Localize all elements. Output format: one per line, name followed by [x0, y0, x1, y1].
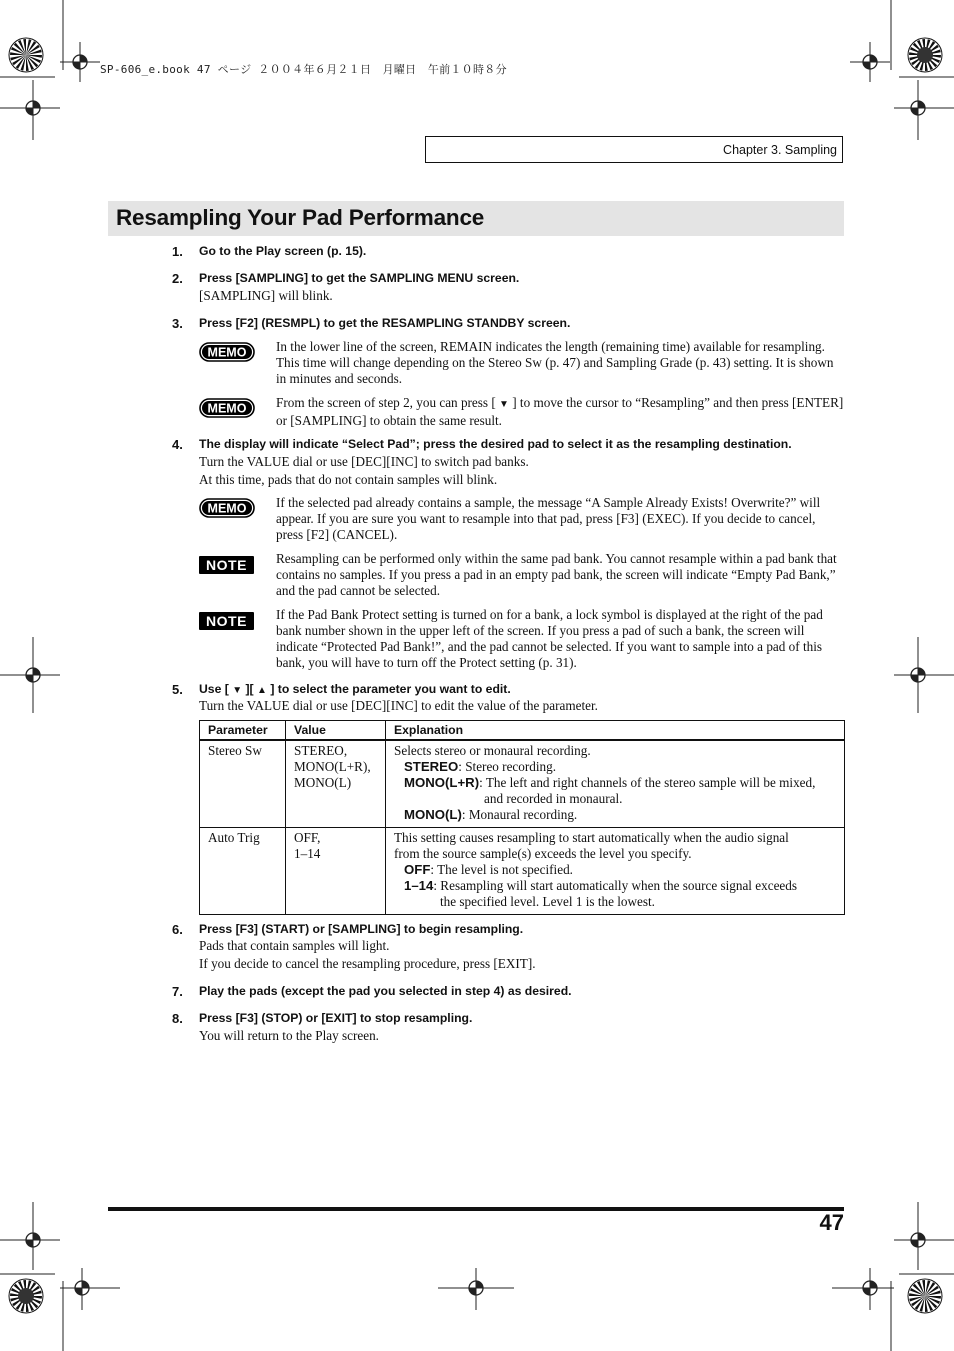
param-value: 1–14 [294, 846, 321, 861]
table-header: Value [286, 721, 386, 741]
step-text: The display will indicate “Select Pad”; press the desired pad to select it as the resampling destination. [199, 437, 792, 451]
registration-wheel [9, 1279, 43, 1313]
param-values [286, 740, 386, 828]
note-label: NOTE [206, 557, 247, 573]
param-value: MONO(L+R), [294, 759, 371, 774]
table-row [200, 740, 845, 828]
memo-icon [199, 342, 255, 362]
step-body: Turn the VALUE dial or use [DEC][INC] to edit the value of the parameter. [199, 698, 598, 713]
registration-wheel [908, 1279, 942, 1313]
parameter-table [199, 720, 845, 915]
step-number: 3. [172, 316, 183, 331]
option-desc: : The left and right channels of the stereo sample will be mixed, [479, 775, 816, 790]
step-text: Press [F3] (STOP) or [EXIT] to stop resampling. [199, 1011, 473, 1025]
table-header-row [200, 721, 845, 741]
down-arrow-icon: ▼ [232, 685, 243, 696]
print-header-note: SP-606_e.book 47 ページ ２００４年６月２１日 月曜日 午前１０時８分 [100, 63, 507, 76]
memo-icon [199, 498, 255, 518]
page-number: 47 [819, 1210, 844, 1235]
option-key: MONO(L) [404, 807, 462, 822]
option-line [394, 775, 836, 791]
registration-wheel [908, 38, 942, 72]
param-value: STEREO, [294, 743, 348, 758]
memo-icon [199, 398, 255, 418]
table-header: Explanation [386, 721, 845, 741]
down-arrow-icon: ▼ [499, 399, 509, 410]
table-header: Parameter [200, 721, 286, 741]
option-desc: : The level is not specified. [430, 862, 573, 877]
note-text: If the Pad Bank Protect setting is turned on for a bank, a lock symbol is displayed at the right of the pad bank number shown in the upper left of the screen. If you press a pad of such a bank, the screen will indicate “Protected Pad Bank!”, and the pad cannot be selected. If you want to sample into a pad of this bank, you will have to turn off the Protect setting (p. 31). [276, 607, 823, 670]
note-icon [199, 612, 254, 630]
step-body: You will return to the Play screen. [199, 1028, 379, 1043]
param-explanation [386, 828, 845, 915]
memo-text: If the selected pad already contains a sample, the message “A Sample Already Exists! Overwrite?” will appear. If you are sure you want to resample into that pad, press [F3] (EXEC). If you decide to cancel, press [F2] (CANCEL). [276, 495, 821, 542]
option-key: MONO(L+R) [404, 775, 480, 790]
step-text: Play the pads (except the pad you selected in step 4) as desired. [199, 984, 572, 998]
option-line [394, 878, 836, 894]
explanation-intro: from the source sample(s) exceeds the level you specify. [394, 846, 692, 861]
step-text: Press [F2] (RESMPL) to get the RESAMPLING STANDBY screen. [199, 316, 571, 330]
option-line [394, 862, 836, 878]
option-key: 1–14 [404, 878, 434, 893]
option-desc: : Resampling will start automatically when the source signal exceeds [433, 878, 797, 893]
option-line [394, 807, 836, 823]
registration-wheel [9, 38, 43, 72]
step-text: Press [F3] (START) or [SAMPLING] to begin resampling. [199, 922, 524, 936]
step-text: Press [SAMPLING] to get the SAMPLING MENU screen. [199, 271, 520, 285]
step-text: Go to the Play screen (p. 15). [199, 244, 367, 258]
explanation-intro: This setting causes resampling to start automatically when the audio signal [394, 830, 789, 845]
option-key: STEREO [404, 759, 459, 774]
note-label: NOTE [206, 613, 247, 629]
option-continuation: the specified level. Level 1 is the lowest. [440, 894, 655, 909]
memo-text-part: From the screen of step 2, you can press [ [276, 395, 496, 410]
step-number: 7. [172, 984, 183, 999]
option-line [394, 759, 836, 775]
chapter-header [425, 136, 843, 163]
note-text: Resampling can be performed only within the same pad bank. You cannot resample within a pad bank that contains no samples. If you press a pad in an empty pad bank, the screen will indicate “Empty Pad Bank,” and the pad cannot be selected. [276, 551, 837, 598]
footer-rule [108, 1207, 844, 1211]
step-number: 6. [172, 922, 183, 937]
step-number: 5. [172, 682, 183, 697]
step-text-part: Use [ [199, 682, 229, 696]
explanation-intro: Selects stereo or monaural recording. [394, 743, 591, 758]
step-body: If you decide to cancel the resampling procedure, press [EXIT]. [199, 956, 536, 971]
memo-label: MEMO [207, 345, 247, 360]
memo-label: MEMO [207, 401, 247, 416]
memo-text [276, 395, 844, 429]
step-body: Turn the VALUE dial or use [DEC][INC] to switch pad banks. [199, 454, 529, 469]
param-name: Auto Trig [200, 828, 286, 915]
step-text-part: ] to select the parameter you want to edit. [270, 682, 511, 696]
memo-label: MEMO [207, 501, 247, 516]
step-body: [SAMPLING] will blink. [199, 288, 333, 303]
option-desc: : Stereo recording. [458, 759, 557, 774]
step-number: 8. [172, 1011, 183, 1026]
param-name: Stereo Sw [200, 740, 286, 828]
table-row [200, 828, 845, 915]
memo-text-part: ] to move the cursor to “Resampling” and then press [ENTER] or [SAMPLING] to obtain the same result. [276, 395, 844, 428]
step-text-part: ][ [245, 682, 254, 696]
param-value: OFF, [294, 830, 321, 845]
param-value: MONO(L) [294, 775, 352, 790]
step-body: Pads that contain samples will light. [199, 938, 390, 953]
param-explanation [386, 740, 845, 828]
page-title: Resampling Your Pad Performance [116, 205, 485, 230]
step-body: At this time, pads that do not contain samples will blink. [199, 472, 498, 487]
step-text [199, 682, 511, 696]
chapter-label: Chapter 3. Sampling [723, 143, 837, 157]
note-icon [199, 556, 254, 574]
option-key: OFF [404, 862, 431, 877]
memo-text: In the lower line of the screen, REMAIN indicates the length (remaining time) available for resampling. This time will change depending on the Stereo Sw (p. 47) and Sampling Grade (p. 43) setting. It is shown in minutes and seconds. [276, 339, 834, 386]
step-number: 4. [172, 437, 183, 452]
section-title-bar [108, 201, 844, 236]
step-number: 2. [172, 271, 183, 286]
up-arrow-icon: ▲ [257, 685, 267, 696]
param-values [286, 828, 386, 915]
option-continuation: and recorded in monaural. [484, 791, 623, 806]
option-desc: : Monaural recording. [461, 807, 578, 822]
step-number: 1. [172, 244, 183, 259]
